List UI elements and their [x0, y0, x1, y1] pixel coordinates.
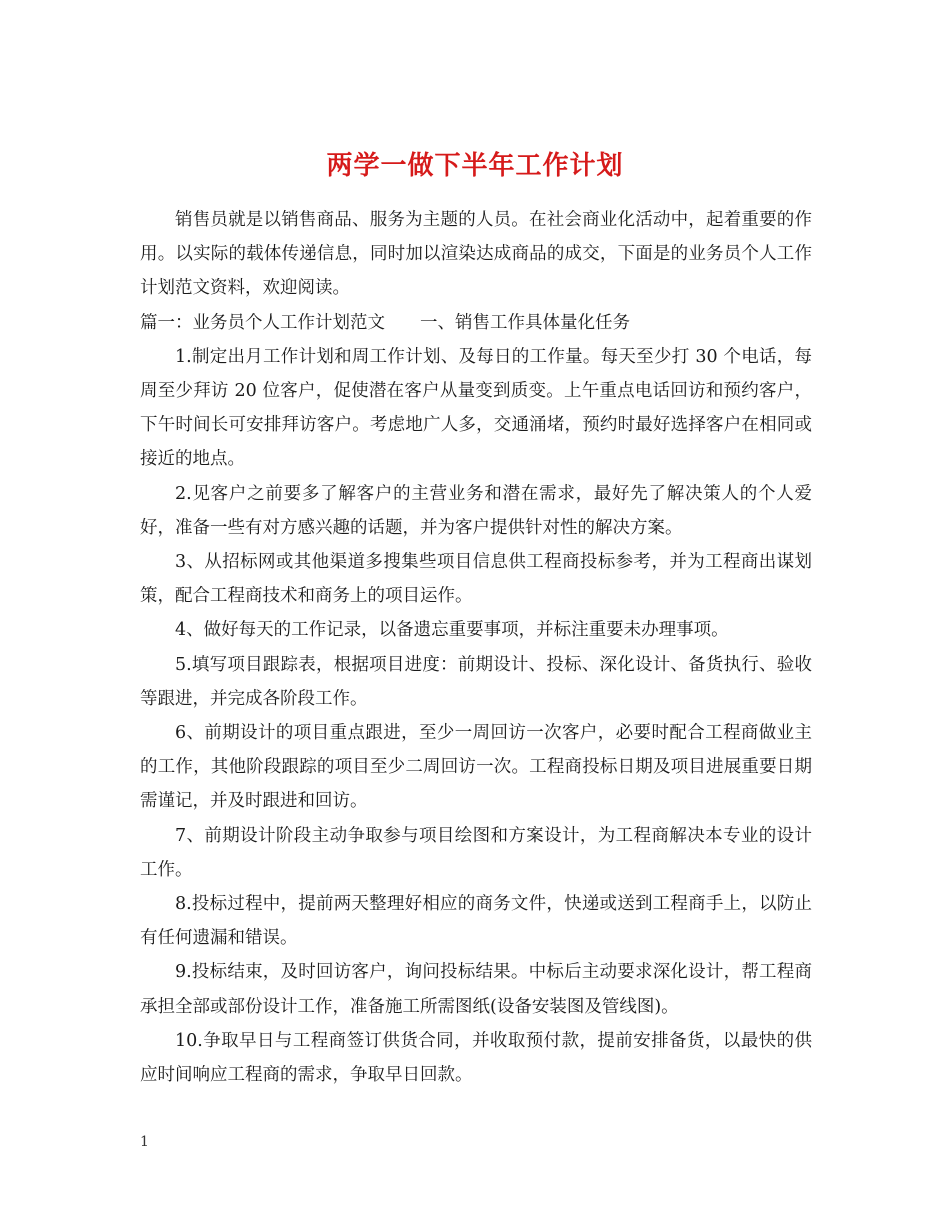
page-number: 1 — [140, 1134, 149, 1150]
document-body — [140, 203, 812, 1092]
paragraph-item-8: 8.投标过程中，提前两天整理好相应的商务文件，快递或送到工程商手上，以防止有任何遗漏和错误。 — [140, 894, 812, 949]
paragraph-item-3: 3、从招标网或其他渠道多搜集些项目信息供工程商投标参考，并为工程商出谋划策，配合工程商技术和商务上的项目运作。 — [140, 552, 812, 607]
paragraph-item-7: 7、前期设计阶段主动争取参与项目绘图和方案设计，为工程商解决本专业的设计工作。 — [140, 825, 812, 880]
document-title: 两学一做下半年工作计划 — [326, 151, 624, 182]
paragraph-item-6: 6、前期设计的项目重点跟进，至少一周回访一次客户，必要时配合工程商做业主的工作，其他阶段跟踪的项目至少二周回访一次。工程商投标日期及项目进展重要日期需谨记，并及时跟进和回访。 — [140, 723, 812, 812]
paragraph-intro: 销售员就是以销售商品、服务为主题的人员。在社会商业化活动中，起着重要的作用。以实际的载体传递信息，同时加以渲染达成商品的成交，下面是的业务员个人工作计划范文资料，欢迎阅读。 — [140, 210, 812, 299]
paragraph-item-5: 5.填写项目跟踪表，根据项目进度：前期设计、投标、深化设计、备货执行、验收等跟进，并完成各阶段工作。 — [140, 654, 812, 709]
paragraph-item-1: 1.制定出月工作计划和周工作计划、及每日的工作量。每天至少打 30 个电话，每周至少拜访 20 位客户，促使潜在客户从量变到质变。上午重点电话回访和预约客户，下午时间长可安排拜访客户。考虑地广人多，交通涌堵，预约时最好选择客户在相同或接近的地点。 — [140, 346, 812, 470]
paragraph-section-heading: 篇一：业务员个人工作计划范文 一、销售工作具体量化任务 — [140, 312, 630, 333]
paragraph-item-4: 4、做好每天的工作记录，以备遗忘重要事项，并标注重要未办理事项。 — [175, 620, 729, 641]
paragraph-item-2: 2.见客户之前要多了解客户的主营业务和潜在需求，最好先了解决策人的个人爱好，准备一些有对方感兴趣的话题，并为客户提供针对性的解决方案。 — [140, 483, 812, 538]
paragraph-item-9: 9.投标结束，及时回访客户，询问投标结果。中标后主动要求深化设计，帮工程商承担全部或部份设计工作，准备施工所需图纸(设备安装图及管线图)。 — [140, 962, 812, 1017]
paragraph-item-10: 10.争取早日与工程商签订供货合同，并收取预付款，提前安排备货，以最快的供应时间响应工程商的需求，争取早日回款。 — [140, 1030, 812, 1086]
